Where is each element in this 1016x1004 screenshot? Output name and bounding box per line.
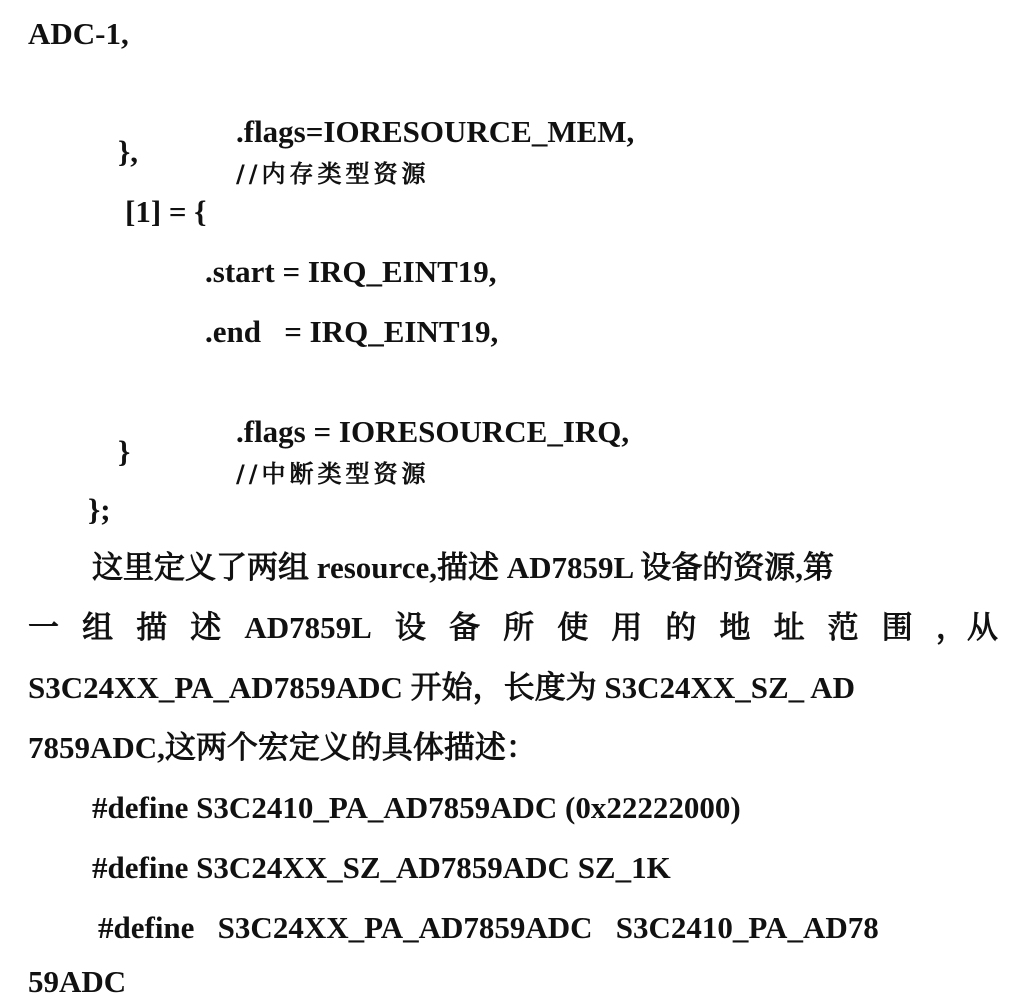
code-line-2 [205, 72, 634, 234]
paragraph-line-2-word: 述 [190, 610, 222, 645]
code-line-6: .end = IRQ_EINT19, [205, 314, 499, 349]
paragraph-line-2-word: 使 [557, 610, 589, 645]
code-line-5: .start = IRQ_EINT19, [205, 254, 497, 289]
paragraph-line-2-word: 地 [719, 610, 751, 645]
code-line-8: } [118, 434, 131, 469]
paragraph-line-2-word: 一 [28, 610, 59, 645]
paragraph-line-2 [28, 608, 998, 648]
paragraph-line-2-word: 范 [827, 610, 859, 645]
code-line-2-code: .flags=IORESOURCE_MEM, [236, 114, 635, 149]
code-line-7-code: .flags = IORESOURCE_IRQ, [236, 414, 630, 449]
define-line-1: #define S3C2410_PA_AD7859ADC (0x22222000) [92, 790, 741, 825]
define-line-2: #define S3C24XX_SZ_AD7859ADC SZ_1K [92, 850, 671, 885]
code-line-1: ADC-1, [28, 16, 129, 51]
paragraph-line-2-word: 所 [503, 610, 535, 645]
paragraph-line-2-word: 用 [611, 610, 643, 645]
paragraph-line-2-word: 组 [82, 610, 114, 645]
code-line-7-comment: //中断类型资源 [236, 460, 430, 488]
paragraph-line-2-word: ，从 [935, 610, 998, 645]
paragraph-line-1: 这里定义了两组 resource,描述 AD7859L 设备的资源,第 [92, 550, 834, 585]
paragraph-line-3: S3C24XX_PA_AD7859ADC 开始，长度为 S3C24XX_SZ_ AD [28, 670, 855, 705]
paragraph-line-2-word: AD7859L [244, 610, 372, 645]
code-line-4: [1] = { [125, 194, 207, 229]
define-line-3: #define S3C24XX_PA_AD7859ADC S3C2410_PA_AD78 [98, 910, 879, 945]
paragraph-line-2-word: 描 [136, 610, 168, 645]
paragraph-line-2-word: 备 [449, 610, 481, 645]
code-line-9: }; [88, 492, 111, 527]
code-line-2-comment: //内存类型资源 [236, 160, 430, 188]
paragraph-line-2-word: 设 [394, 610, 426, 645]
code-line-7 [205, 372, 629, 534]
code-line-3: }, [118, 134, 138, 169]
paragraph-line-2-word: 址 [773, 610, 805, 645]
define-line-3-continuation: 59ADC [28, 964, 127, 999]
paragraph-line-4: 7859ADC,这两个宏定义的具体描述： [28, 730, 537, 765]
paragraph-line-2-word: 围 [881, 610, 913, 645]
paragraph-line-2-word: 的 [665, 610, 697, 645]
